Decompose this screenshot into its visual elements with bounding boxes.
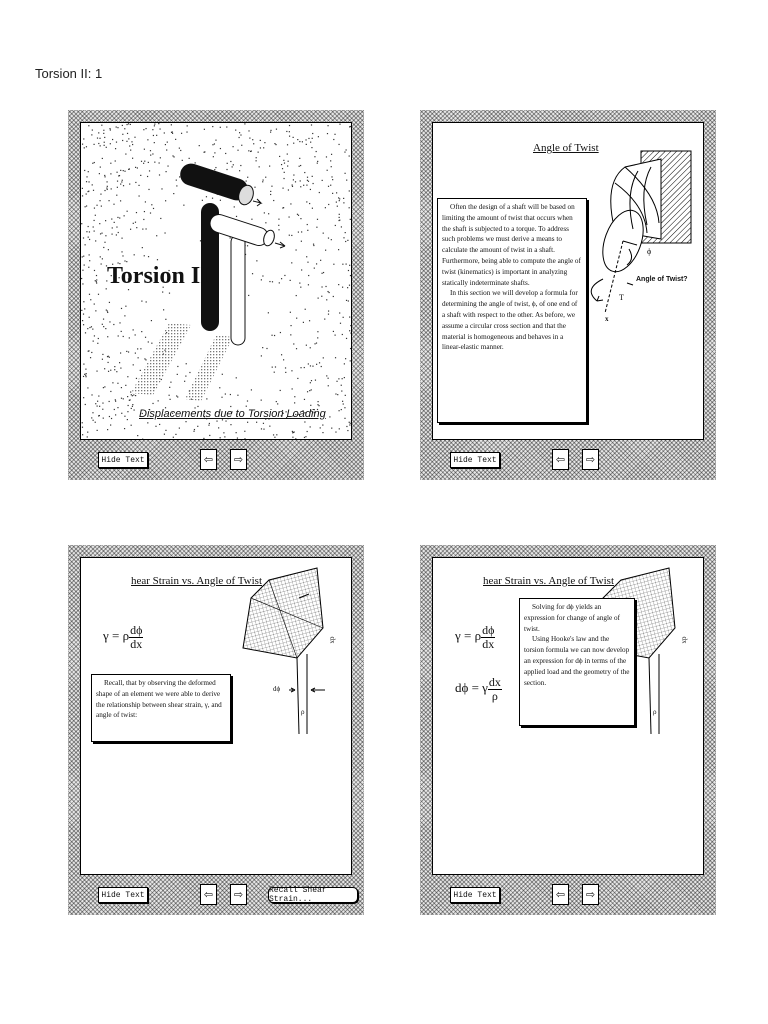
shear-strain-equation: γ = ρ $\frac{d\phi}{dx}$: [103, 623, 143, 651]
left-arrow-icon: ⇦: [555, 453, 566, 466]
angle-of-twist-label: Angle of Twist?: [636, 276, 688, 283]
left-arrow-icon: ⇦: [203, 888, 214, 901]
slide-4-title: hear Strain vs. Angle of Twist: [483, 575, 615, 587]
left-arrow-icon: ⇦: [203, 453, 214, 466]
slide-2-canvas: [432, 122, 704, 440]
prev-button[interactable]: [200, 884, 217, 905]
slide-4-control-bar: [420, 881, 716, 911]
dx-label: dx: [680, 636, 689, 644]
slide-1-subtitle: Displacements due to Torsion Loading: [139, 408, 326, 420]
slide-2-title: Angle of Twist: [533, 142, 599, 154]
next-button[interactable]: [582, 449, 599, 470]
rho-label: ρ: [301, 708, 305, 716]
slide-1-canvas: [80, 122, 352, 440]
slide-4-canvas: [432, 557, 704, 875]
slide-3-title: hear Strain vs. Angle of Twist: [131, 575, 263, 587]
d-phi-equation: dϕ = γ $\frac{dx}{\rho}$: [455, 675, 501, 703]
slide-3-control-bar: [68, 881, 364, 911]
slide-3: [68, 545, 364, 915]
rho-label: ρ: [653, 708, 657, 716]
slide-3-canvas: [80, 557, 352, 875]
phi-label: ϕ: [647, 247, 652, 256]
right-arrow-icon: ⇨: [233, 453, 244, 466]
torque-label: T: [619, 293, 624, 302]
next-button[interactable]: [582, 884, 599, 905]
right-arrow-icon: ⇨: [585, 453, 596, 466]
slide-4: [420, 545, 716, 915]
left-arrow-icon: ⇦: [555, 888, 566, 901]
slide-4-textbox: [519, 598, 635, 726]
slide-4-paragraph-2: Using Hooke's law and the torsion formula we can now develop an expression for dϕ in terms of the applied load and the geometry of the section.: [524, 635, 630, 687]
slide-1: [68, 110, 364, 480]
shear-element-figure: [81, 558, 352, 875]
x-axis-label: x: [605, 315, 609, 323]
d-phi-label: dϕ: [273, 685, 281, 693]
page-header: Torsion II: 1: [35, 66, 103, 81]
recall-shear-strain-button[interactable]: Recall Shear Strain...: [268, 887, 358, 903]
hide-text-button[interactable]: Hide Text: [450, 887, 500, 903]
slide-3-paragraph: Recall, that by observing the deformed shape of an element we were able to derive the relationship between shear strain, γ, and angle of twist:: [96, 679, 222, 720]
next-button[interactable]: [230, 884, 247, 905]
shear-strain-equation: γ = ρ $\frac{d\phi}{dx}$: [455, 623, 495, 651]
slide-2: [420, 110, 716, 480]
slide-2-control-bar: [420, 446, 716, 476]
slide-4-paragraph-1: Solving for dϕ yields an expression for change of angle of twist.: [524, 603, 620, 633]
next-button[interactable]: [230, 449, 247, 470]
slide-2-paragraph-1: Often the design of a shaft will be based on limiting the amount of twist that occurs when the shaft is subjected to a torque. To address such problems we must derive a means to calculate the amount of twist in a shaft. Furthermore, being able to compute the angle of twist (kinematics) is important in analyzing statically indeterminate shafts.: [442, 203, 581, 287]
dx-label: dx: [328, 636, 337, 644]
slide-2-paragraph-2: In this section we will develop a formula for determining the angle of twist, ϕ, of one end of a shaft with respect to the other. As before, we assume a circular cross section and that the material is homogeneous and behaves in a linear-elastic manner.: [442, 289, 578, 352]
hide-text-button[interactable]: Hide Text: [450, 452, 500, 468]
hide-text-button[interactable]: Hide Text: [98, 887, 148, 903]
prev-button[interactable]: [552, 449, 569, 470]
prev-button[interactable]: [552, 884, 569, 905]
right-arrow-icon: ⇨: [585, 888, 596, 901]
hide-text-button[interactable]: Hide Text: [98, 452, 148, 468]
right-arrow-icon: ⇨: [233, 888, 244, 901]
slide-1-control-bar: [68, 446, 364, 476]
slide-1-title: Torsion II: [107, 263, 210, 289]
prev-button[interactable]: [200, 449, 217, 470]
